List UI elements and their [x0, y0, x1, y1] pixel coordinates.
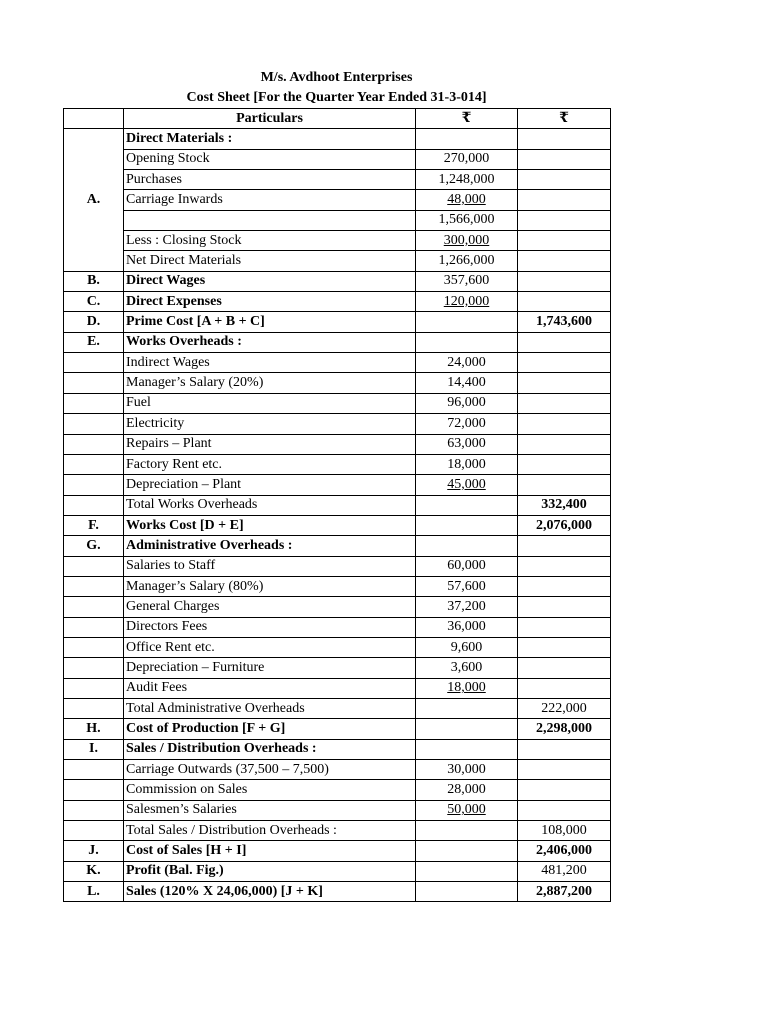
row-amount — [416, 780, 518, 800]
row-total — [518, 576, 611, 596]
amount-value: 1,248,000 — [438, 171, 495, 187]
row-letter: D. — [64, 312, 124, 332]
amount-value: 72,000 — [447, 415, 486, 431]
amount-value: 60,000 — [447, 558, 486, 574]
table-row — [64, 658, 611, 678]
row-particulars: Manager’s Salary (20%) — [124, 373, 416, 393]
row-particulars: Total Administrative Overheads — [124, 698, 416, 718]
row-amount — [416, 739, 518, 759]
row-particulars: Audit Fees — [124, 678, 416, 698]
row-particulars: Total Works Overheads — [124, 495, 416, 515]
row-amount — [416, 800, 518, 820]
row-amount — [416, 821, 518, 841]
row-letter — [64, 678, 124, 698]
row-total — [518, 251, 611, 271]
row-letter — [64, 576, 124, 596]
amount-value: 14,400 — [447, 375, 486, 391]
row-total: 2,076,000 — [518, 515, 611, 535]
table-row — [64, 393, 611, 413]
row-particulars: Indirect Wages — [124, 353, 416, 373]
row-total — [518, 536, 611, 556]
row-total: 2,887,200 — [518, 882, 611, 902]
table-row — [64, 353, 611, 373]
row-particulars: Depreciation – Furniture — [124, 658, 416, 678]
row-amount — [416, 231, 518, 251]
row-particulars: Purchases — [124, 170, 416, 190]
row-amount — [416, 719, 518, 739]
table-row — [64, 210, 611, 230]
row-letter — [64, 495, 124, 515]
row-letter — [64, 698, 124, 718]
row-letter — [64, 434, 124, 454]
table-row — [64, 454, 611, 474]
table-row — [64, 292, 611, 312]
row-particulars: General Charges — [124, 597, 416, 617]
company-name: M/s. Avdhoot Enterprises — [260, 70, 413, 85]
row-total: 2,406,000 — [518, 841, 611, 861]
row-total — [518, 373, 611, 393]
row-letter — [64, 454, 124, 474]
row-particulars: Direct Expenses — [124, 292, 416, 312]
row-amount — [416, 190, 518, 210]
row-total — [518, 475, 611, 495]
row-amount — [416, 434, 518, 454]
row-amount — [416, 597, 518, 617]
table-row — [64, 536, 611, 556]
row-amount — [416, 210, 518, 230]
row-total — [518, 210, 611, 230]
row-particulars: Cost of Sales [H + I] — [124, 841, 416, 861]
row-total — [518, 129, 611, 149]
table-row — [64, 861, 611, 881]
row-amount — [416, 292, 518, 312]
row-amount — [416, 678, 518, 698]
table-row — [64, 617, 611, 637]
amount-value: 120,000 — [443, 293, 490, 309]
row-amount — [416, 312, 518, 332]
row-particulars: Works Overheads : — [124, 332, 416, 352]
row-particulars: Direct Materials : — [124, 129, 416, 149]
row-amount — [416, 271, 518, 291]
row-particulars: Opening Stock — [124, 149, 416, 169]
cost-sheet-table — [63, 108, 611, 902]
table-row — [64, 597, 611, 617]
amount-value: 50,000 — [447, 802, 486, 818]
row-particulars: Direct Wages — [124, 271, 416, 291]
amount-value: 357,600 — [443, 273, 490, 289]
row-total — [518, 617, 611, 637]
amount-value: 1,266,000 — [438, 253, 495, 269]
row-particulars: Salesmen’s Salaries — [124, 800, 416, 820]
row-amount — [416, 373, 518, 393]
row-particulars: Commission on Sales — [124, 780, 416, 800]
row-particulars: Office Rent etc. — [124, 637, 416, 657]
amount-value: 30,000 — [447, 761, 486, 777]
row-amount — [416, 170, 518, 190]
amount-value: 63,000 — [447, 436, 486, 452]
row-letter — [64, 414, 124, 434]
row-letter — [64, 597, 124, 617]
row-letter — [64, 617, 124, 637]
row-particulars: Total Sales / Distribution Overheads : — [124, 821, 416, 841]
row-total: 222,000 — [518, 698, 611, 718]
row-amount — [416, 556, 518, 576]
row-particulars: Cost of Production [F + G] — [124, 719, 416, 739]
row-particulars: Depreciation – Plant — [124, 475, 416, 495]
table-row — [64, 739, 611, 759]
table-row — [64, 332, 611, 352]
column-header-total: ₹ — [518, 109, 611, 129]
table-row — [64, 149, 611, 169]
table-row — [64, 414, 611, 434]
row-particulars: Manager’s Salary (80%) — [124, 576, 416, 596]
table-row — [64, 312, 611, 332]
row-particulars: Sales / Distribution Overheads : — [124, 739, 416, 759]
document-header — [63, 68, 610, 108]
row-total — [518, 393, 611, 413]
row-total — [518, 780, 611, 800]
table-row — [64, 129, 611, 149]
row-particulars — [124, 210, 416, 230]
row-particulars: Profit (Bal. Fig.) — [124, 861, 416, 881]
row-amount — [416, 760, 518, 780]
amount-value: 57,600 — [447, 578, 486, 594]
row-particulars: Works Cost [D + E] — [124, 515, 416, 535]
amount-value: 48,000 — [447, 192, 486, 208]
row-amount — [416, 495, 518, 515]
table-row — [64, 576, 611, 596]
row-letter — [64, 556, 124, 576]
amount-value: 1,566,000 — [438, 212, 495, 228]
row-total — [518, 149, 611, 169]
row-amount — [416, 475, 518, 495]
row-amount — [416, 129, 518, 149]
cost-sheet-rows — [64, 129, 611, 902]
table-row — [64, 434, 611, 454]
table-row — [64, 373, 611, 393]
row-total — [518, 332, 611, 352]
row-amount — [416, 353, 518, 373]
row-amount — [416, 841, 518, 861]
row-letter: B. — [64, 271, 124, 291]
row-letter — [64, 475, 124, 495]
row-total — [518, 190, 611, 210]
row-total — [518, 454, 611, 474]
amount-value: 36,000 — [447, 619, 486, 635]
row-total — [518, 658, 611, 678]
row-letter — [64, 821, 124, 841]
amount-value: 18,000 — [447, 456, 486, 472]
row-particulars: Directors Fees — [124, 617, 416, 637]
row-total — [518, 271, 611, 291]
row-total: 2,298,000 — [518, 719, 611, 739]
column-header-letter — [64, 109, 124, 129]
row-particulars: Carriage Inwards — [124, 190, 416, 210]
row-total — [518, 292, 611, 312]
table-row — [64, 760, 611, 780]
row-total — [518, 760, 611, 780]
row-amount — [416, 698, 518, 718]
row-total — [518, 637, 611, 657]
row-letter — [64, 353, 124, 373]
amount-value: 270,000 — [443, 151, 490, 167]
row-total — [518, 170, 611, 190]
table-row — [64, 190, 611, 210]
row-letter: G. — [64, 536, 124, 556]
row-particulars: Prime Cost [A + B + C] — [124, 312, 416, 332]
row-total — [518, 800, 611, 820]
row-amount — [416, 414, 518, 434]
row-particulars: Carriage Outwards (37,500 – 7,500) — [124, 760, 416, 780]
row-amount — [416, 658, 518, 678]
row-amount — [416, 882, 518, 902]
row-total: 1,743,600 — [518, 312, 611, 332]
row-letter — [64, 658, 124, 678]
row-letter: J. — [64, 841, 124, 861]
row-total: 332,400 — [518, 495, 611, 515]
row-letter: I. — [64, 739, 124, 759]
row-letter: E. — [64, 332, 124, 352]
header-row — [64, 109, 611, 129]
row-particulars: Fuel — [124, 393, 416, 413]
table-row — [64, 556, 611, 576]
row-total — [518, 414, 611, 434]
row-total — [518, 434, 611, 454]
row-amount — [416, 515, 518, 535]
row-letter — [64, 637, 124, 657]
table-row — [64, 841, 611, 861]
row-letter — [64, 780, 124, 800]
row-particulars: Net Direct Materials — [124, 251, 416, 271]
row-total — [518, 678, 611, 698]
table-row — [64, 637, 611, 657]
amount-value: 24,000 — [447, 354, 486, 370]
table-row — [64, 515, 611, 535]
row-amount — [416, 576, 518, 596]
row-amount — [416, 251, 518, 271]
row-amount — [416, 454, 518, 474]
row-amount — [416, 637, 518, 657]
row-particulars: Electricity — [124, 414, 416, 434]
table-row — [64, 678, 611, 698]
amount-value: 96,000 — [447, 395, 486, 411]
row-letter: H. — [64, 719, 124, 739]
row-total: 108,000 — [518, 821, 611, 841]
row-amount — [416, 536, 518, 556]
row-letter: F. — [64, 515, 124, 535]
row-letter — [64, 800, 124, 820]
row-particulars: Salaries to Staff — [124, 556, 416, 576]
row-letter: C. — [64, 292, 124, 312]
row-total — [518, 353, 611, 373]
amount-value: 45,000 — [447, 476, 486, 492]
table-row — [64, 698, 611, 718]
table-row — [64, 719, 611, 739]
amount-value: 300,000 — [443, 232, 490, 248]
row-total — [518, 597, 611, 617]
table-row — [64, 821, 611, 841]
row-amount — [416, 617, 518, 637]
table-row — [64, 170, 611, 190]
table-row — [64, 231, 611, 251]
row-amount — [416, 393, 518, 413]
row-particulars: Sales (120% X 24,06,000) [J + K] — [124, 882, 416, 902]
column-header-particulars: Particulars — [124, 109, 416, 129]
table-row — [64, 780, 611, 800]
amount-value: 37,200 — [447, 598, 486, 614]
row-total: 481,200 — [518, 861, 611, 881]
row-letter: L. — [64, 882, 124, 902]
row-total — [518, 231, 611, 251]
row-total — [518, 556, 611, 576]
row-particulars: Administrative Overheads : — [124, 536, 416, 556]
row-letter — [64, 760, 124, 780]
row-particulars: Repairs – Plant — [124, 434, 416, 454]
row-letter — [64, 393, 124, 413]
row-particulars: Factory Rent etc. — [124, 454, 416, 474]
row-amount — [416, 861, 518, 881]
table-row — [64, 495, 611, 515]
table-row — [64, 882, 611, 902]
table-row — [64, 800, 611, 820]
column-header-amount: ₹ — [416, 109, 518, 129]
amount-value: 9,600 — [450, 639, 483, 655]
row-letter: K. — [64, 861, 124, 881]
row-particulars: Less : Closing Stock — [124, 231, 416, 251]
sheet-title: Cost Sheet [For the Quarter Year Ended 31-3-014] — [186, 90, 487, 105]
row-total — [518, 739, 611, 759]
table-row — [64, 251, 611, 271]
table-row — [64, 475, 611, 495]
amount-value: 28,000 — [447, 782, 486, 798]
row-amount — [416, 149, 518, 169]
amount-value: 3,600 — [450, 659, 483, 675]
amount-value: 18,000 — [447, 680, 486, 696]
row-letter — [64, 373, 124, 393]
table-row — [64, 271, 611, 291]
row-amount — [416, 332, 518, 352]
row-letter: A. — [64, 129, 124, 271]
